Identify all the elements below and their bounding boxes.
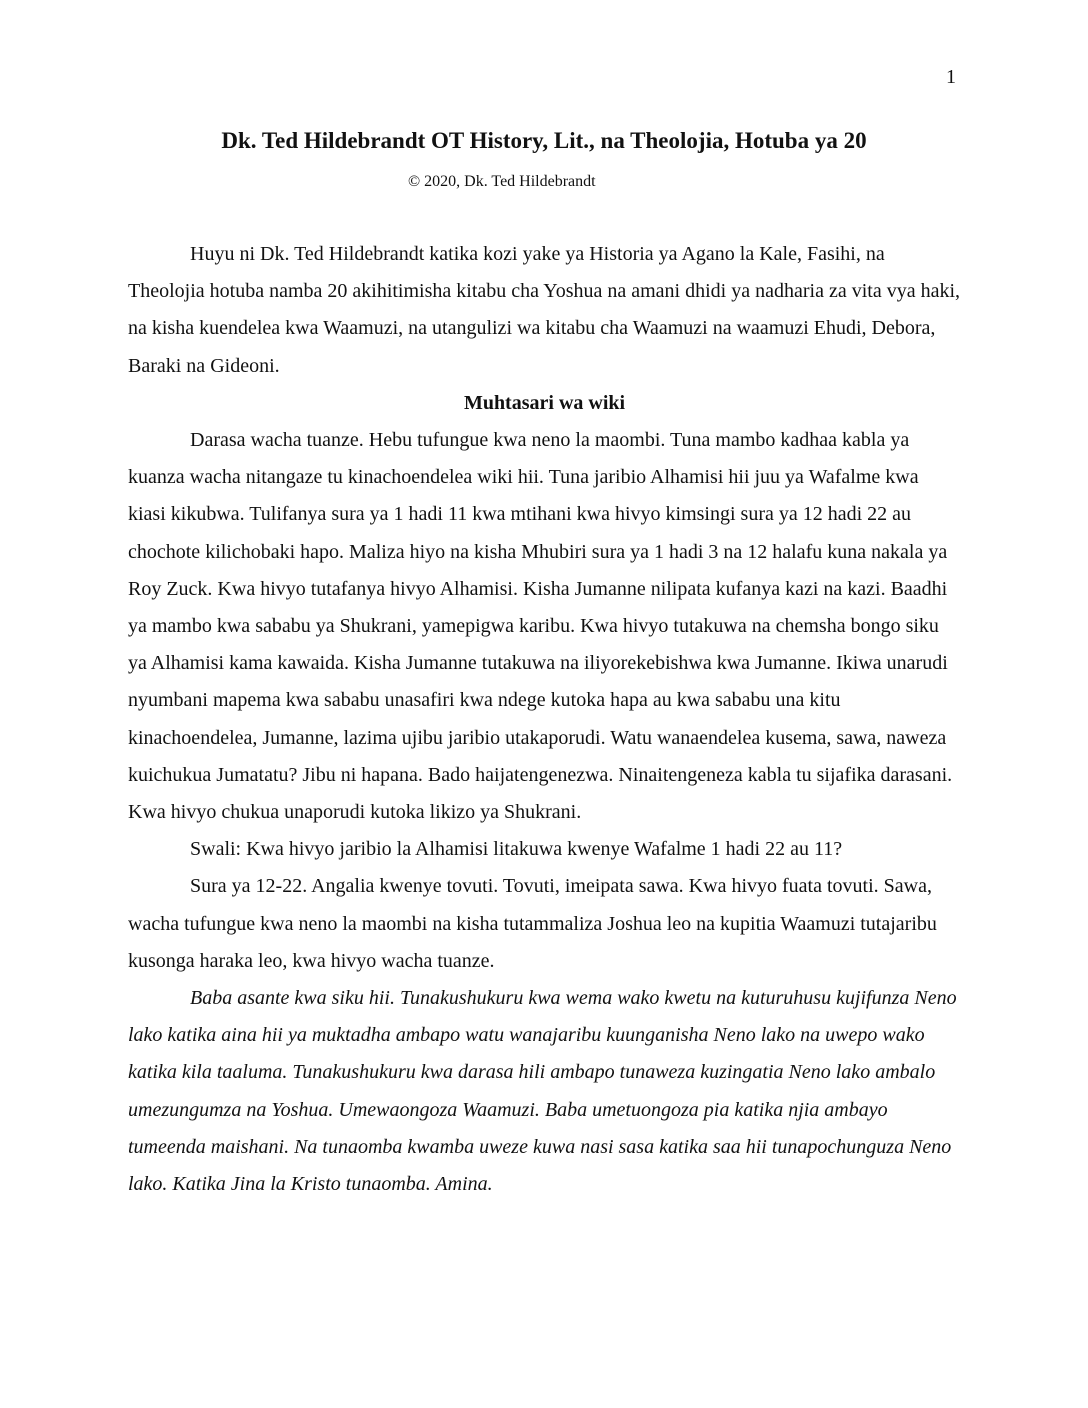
body-paragraph: Darasa wacha tuanze. Hebu tufungue kwa neno la maombi. Tuna mambo kadhaa kabla ya kuanza wacha nitangaze tu kinachoendelea wiki hii. Tuna jaribio Alhamisi hii juu ya Wafalme kwa kiasi kikubwa. Tulifanya sura ya 1 hadi 11 kwa mtihani kwa hivyo kimsingi sura ya 12 hadi 22 au chochote kilichobaki hapo. Maliza hiyo na kisha Mhubiri sura ya 1 hadi 3 na 12 halafu kuna nakala ya Roy Zuck. Kwa hivyo tutafanya hivyo Alhamisi. Kisha Jumanne nilipata kufanya kazi na kazi. Baadhi ya mambo kwa sababu ya Shukrani, yamepigwa karibu. Kwa hivyo tutakuwa na chemsha bongo siku ya Alhamisi kama kawaida. Kisha Jumanne tutakuwa na iliyorekebishwa kwa Jumanne. Ikiwa unarudi nyumbani mapema kwa sababu unasafiri kwa ndege kutoka hapa au kwa sababu una kitu kinachoendelea, Jumanne, lazima ujibu jaribio utakaporudi. Watu wanaendelea kusema, sawa, naweza kuichukua Jumatatu? Jibu ni hapana. Bado haijatengenezwa. Ninaitengeneza kabla tu sijafika darasani. Kwa hivyo chukua unaporudi kutoka likizo ya Shukrani.	[128, 429, 953, 824]
section-heading: Muhtasari wa wiki	[463, 391, 626, 414]
document-title: Dk. Ted Hildebrandt OT History, Lit., na Theolojia, Hotuba ya 20	[221, 128, 867, 153]
prayer-paragraph: Baba asante kwa siku hii. Tunakushukuru kwa wema wako kwetu na kuturuhusu kujifunza Neno lako katika aina hii ya muktadha ambapo watu wanajaribu kuunganisha Neno lako na uwepo wako katika kila taaluma. Tunakushukuru kwa darasa hili ambapo tunaweza kuzingatia Neno lako ambalo umezungumza na Yoshua. Umewaongoza Waamuzi. Baba umetuongoza pia katika njia ambayo tumeenda maishani. Na tunaomba kwamba uweze kuwa nasi sasa katika saa hii tunapochunguza Neno lako. Katika Jina la Kristo tunaomba. Amina.	[128, 987, 957, 1196]
intro-paragraph: Huyu ni Dk. Ted Hildebrandt katika kozi yake ya Historia ya Agano la Kale, Fasihi, na Theolojia hotuba namba 20 akihitimisha kitabu cha Yoshua na amani dhidi ya nadharia za vita vya haki, na kisha kuendelea kwa Waamuzi, na utangulizi wa kitabu cha Waamuzi na waamuzi Ehudi, Debora, Baraki na Gideoni.	[128, 243, 961, 377]
document-body	[128, 236, 961, 1203]
question-paragraph: Swali: Kwa hivyo jaribio la Alhamisi litakuwa kwenye Wafalme 1 hadi 22 au 11?	[190, 838, 843, 861]
answer-paragraph: Sura ya 12-22. Angalia kwenye tovuti. Tovuti, imeipata sawa. Kwa hivyo fuata tovuti. Sawa, wacha tufungue kwa neno la maombi na kisha tutammaliza Joshua leo na kupitia Waamuzi tutajaribu kusonga haraka leo, kwa hivyo wacha tuanze.	[128, 875, 937, 972]
copyright-notice: © 2020, Dk. Ted Hildebrandt	[408, 173, 596, 190]
page-number: 1	[946, 66, 956, 88]
